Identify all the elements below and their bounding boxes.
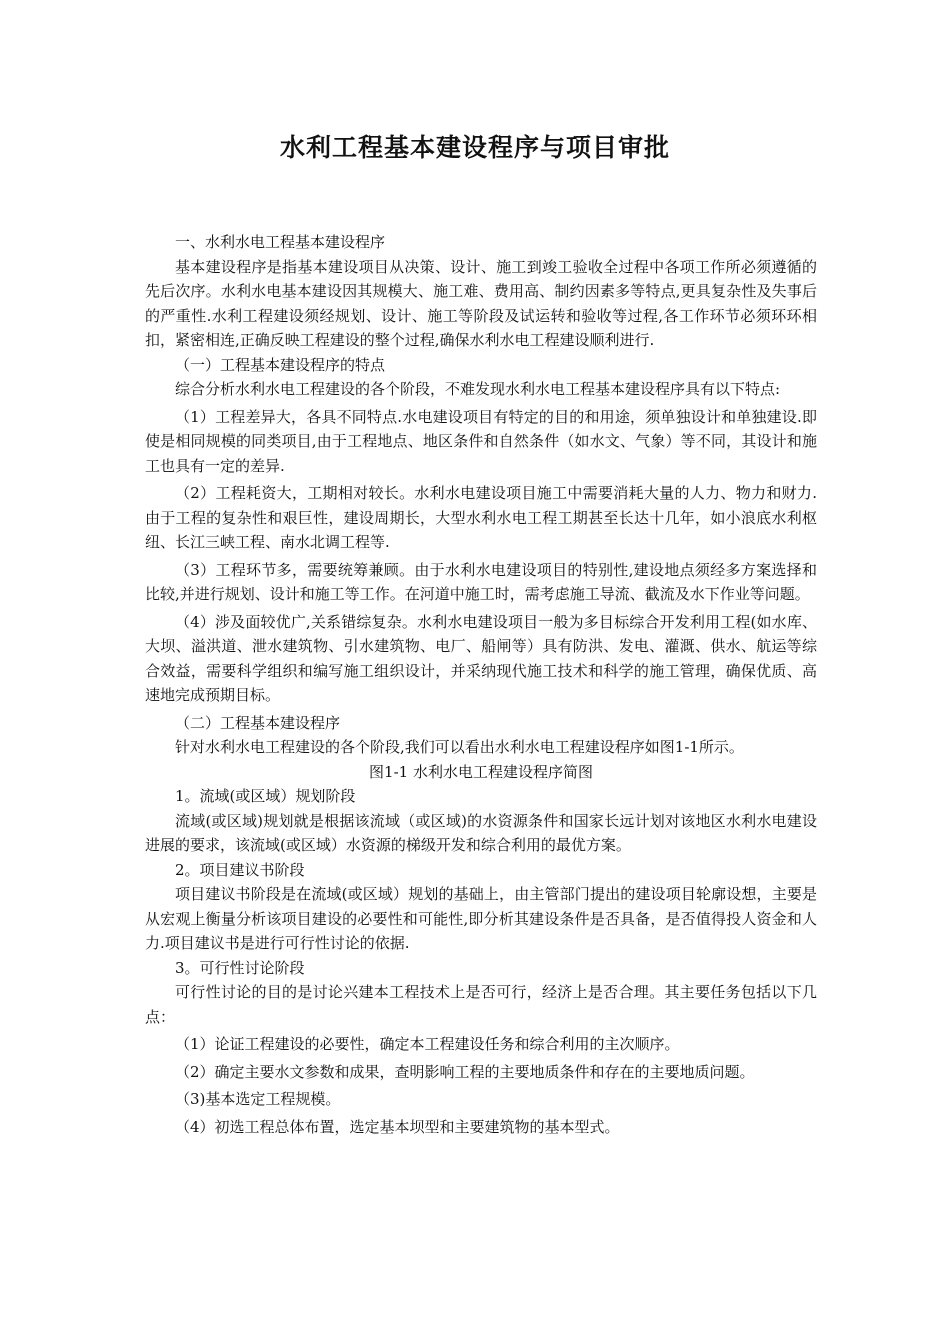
feature-item-3: （3）工程环节多，需要统筹兼顾。由于水利水电建设项目的特别性,建设地点须经多方案选择和比较,并进行规划、设计和施工等工作。在河道中施工时，需考虑施工导流、截流及水下作业等问题。 — [145, 560, 817, 603]
stage-paragraph-1: 流域(或区域)规划就是根据该流域（或区域)的水资源条件和国家长远计划对该地区水利水电建设进展的要求，该流域(或区域）水资源的梯级开发和综合利用的最优方案。 — [145, 811, 817, 854]
document-title: 水利工程基本建设程序与项目审批 — [279, 133, 670, 162]
task-item-1: （1）论证工程建设的必要性，确定本工程建设任务和综合利用的主次顺序。 — [175, 1035, 680, 1053]
subsection-heading-1: （一）工程基本建设程序的特点 — [175, 355, 386, 374]
feature-item-1: （1）工程差异大，各具不同特点.水电建设项目有特定的目的和用途，须单独设计和单独建设.即使是相同规模的同类项目,由于工程地点、地区条件和自然条件（如水文、气象）等不同，其设计和施工也具有一定的差异. — [145, 407, 817, 475]
figure-caption: 图1-1 水利水电工程建设程序简图 — [369, 762, 593, 781]
stage-paragraph-3: 可行性讨论的目的是讨论兴建本工程技术上是否可行，经济上是否合理。其主要任务包括以下几点： — [145, 983, 817, 1026]
task-item-4: （4）初选工程总体布置，选定基本坝型和主要建筑物的基本型式。 — [175, 1117, 620, 1136]
feature-item-2: （2）工程耗资大，工期相对较长。水利水电建设项目施工中需要消耗大量的人力、物力和财力.由于工程的复杂性和艰巨性，建设周期长，大型水利水电工程工期甚至长达十几年，如小浪底水利枢纽、长江三峡工程、南水北调工程等. — [145, 484, 817, 551]
task-item-3: （3)基本选定工程规模。 — [175, 1090, 341, 1108]
stage-heading-2: 2。项目建议书阶段 — [175, 860, 305, 879]
stage-paragraph-2: 项目建议书阶段是在流域(或区域）规划的基础上，由主管部门提出的建设项目轮廓设想，主要是从宏观上衡量分析该项目建设的必要性和可能性,即分析其建设条件是否具备，是否值得投人资金和人力.项目建议书是进行可行性讨论的依据. — [145, 885, 817, 952]
stage-heading-1: 1。流域(或区域）规划阶段 — [175, 787, 356, 805]
subsection-heading-2: （二）工程基本建设程序 — [175, 713, 341, 732]
paragraph-procedure-intro: 针对水利水电工程建设的各个阶段,我们可以看出水利水电工程建设程序如图1-1所示。 — [175, 738, 744, 756]
feature-item-4: （4）涉及面较优广,关系错综复杂。水利水电建设项目一般为多目标综合开发利用工程(如水库、大坝、溢洪道、泄水建筑物、引水建筑物、电厂、船闸等）具有防洪、发电、灌溉、供水、航运等综合效益，需要科学组织和编写施工组织设计，并采纳现代施工技术和科学的施工管理，确保优质、高速地完成预期目标。 — [145, 612, 817, 704]
document-body — [145, 230, 817, 1139]
task-item-2: （2）确定主要水文参数和成果，查明影响工程的主要地质条件和存在的主要地质问题。 — [175, 1062, 755, 1081]
paragraph-features-intro: 综合分析水利水电工程建设的各个阶段，不难发现水利水电工程基本建设程序具有以下特点: — [175, 380, 781, 398]
stage-heading-3: 3。可行性讨论阶段 — [175, 958, 305, 977]
section-heading-1: 一、水利水电工程基本建设程序 — [175, 233, 386, 251]
paragraph-intro: 基本建设程序是指基本建设项目从决策、设计、施工到竣工验收全过程中各项工作所必须遵循的先后次序。水利水电基本建设因其规模大、施工难、费用高、制约因素多等特点,更具复杂性及失事后的严重性.水利工程建设须经规划、设计、施工等阶段及试运转和验收等过程,各工作环节必须环环相扣，紧密相连,正确反映工程建设的整个过程,确保水利水电工程建设顺利进行. — [145, 257, 817, 349]
